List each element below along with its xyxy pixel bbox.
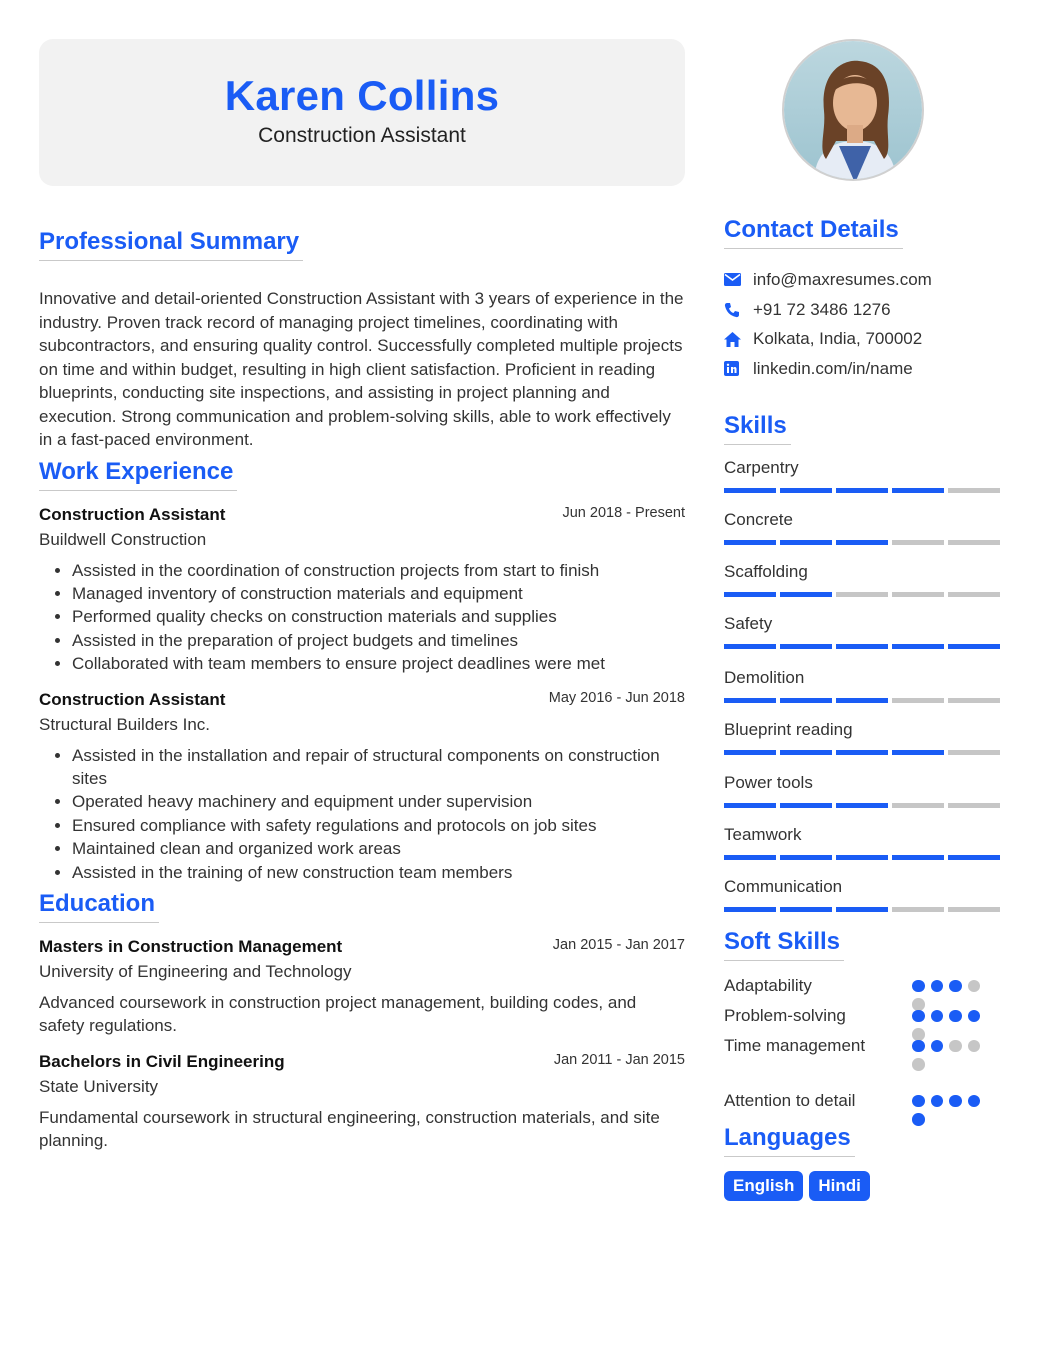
job-bullet: • Assisted in the installation and repair of structural components on construction sites [72, 744, 685, 791]
job-bullet: • Ensured compliance with safety regulations and protocols on job sites [72, 814, 685, 837]
skill-level-segment [892, 907, 944, 912]
contact-address-text: Kolkata, India, 700002 [753, 329, 923, 349]
skill-level-segment [780, 803, 832, 808]
skill-level-segment [948, 803, 1000, 808]
skills-list [724, 457, 1004, 912]
school-name: State University [39, 1076, 159, 1096]
skill-level-segment [724, 803, 776, 808]
rating-dot [912, 1113, 925, 1126]
skill-level-segment [724, 698, 776, 703]
skill-item [724, 561, 1004, 597]
skill-item [724, 509, 1004, 545]
skill-name: Demolition [724, 667, 805, 687]
contact-email-text[interactable]: info@maxresumes.com [753, 269, 932, 289]
skill-level-segment [948, 644, 1000, 649]
job-bullets [39, 559, 685, 676]
skill-level-segment [780, 907, 832, 912]
skill-level-segment [780, 592, 832, 597]
job-bullet: • Assisted in the preparation of project budgets and timelines [72, 629, 685, 652]
skill-item [724, 719, 1004, 755]
rating-dot [931, 980, 944, 993]
soft-skill-name: Problem-solving [724, 1005, 846, 1025]
skill-level-segment [892, 644, 944, 649]
contact-linkedin-text[interactable]: linkedin.com/in/name [753, 358, 913, 378]
sidebar-column [724, 39, 1004, 1201]
rating-dot [912, 980, 925, 993]
rating-dot [949, 1095, 962, 1108]
rating-dot [968, 1095, 981, 1108]
skill-name: Carpentry [724, 457, 799, 477]
contact-address [724, 324, 1004, 354]
skill-level-segment [780, 855, 832, 860]
job-bullets [39, 744, 685, 884]
job-bullet: • Operated heavy machinery and equipment under supervision [72, 790, 685, 813]
skill-level-bar [724, 907, 1004, 912]
skill-level-segment [780, 750, 832, 755]
skill-level-segment [948, 488, 1000, 493]
rating-dot [912, 1095, 925, 1108]
rating-dot [931, 1010, 944, 1023]
skill-item [724, 613, 1004, 649]
skill-level-segment [836, 488, 888, 493]
skill-level-segment [836, 644, 888, 649]
skill-level-segment [724, 592, 776, 597]
education-entry [39, 1052, 685, 1153]
job-date: Jun 2018 - Present [562, 504, 685, 521]
skill-name: Safety [724, 613, 773, 633]
skill-level-segment [724, 540, 776, 545]
soft-skill-rating [912, 1095, 987, 1126]
skill-name: Concrete [724, 509, 793, 529]
job-bullet: • Maintained clean and organized work areas [72, 837, 685, 860]
skill-item [724, 876, 1004, 912]
soft-skills-heading: Soft Skills [724, 928, 844, 961]
rating-dot [931, 1040, 944, 1053]
skill-level-segment [892, 592, 944, 597]
rating-dot [912, 1010, 925, 1023]
contact-list [724, 265, 1004, 384]
degree-title: Masters in Construction Management [39, 936, 343, 956]
job-title: Construction Assistant [39, 504, 226, 524]
soft-skill-item [724, 1005, 1004, 1035]
skill-level-segment [892, 698, 944, 703]
linkedin-icon [724, 361, 753, 376]
job-bullet: • Assisted in the training of new construction team members [72, 861, 685, 884]
job-bullet: • Performed quality checks on construction materials and supplies [72, 605, 685, 628]
skills-heading: Skills [724, 412, 791, 445]
home-icon [724, 332, 753, 347]
summary-text: Innovative and detail-oriented Construction Assistant with 3 years of experience in the industry. Proven track record of managing project timelines, coordinating with subcontractors, and ensuring quality control. Successfully completed multiple projects on time and within budget, resulting in high client satisfaction. Proficient in reading blueprints, conducting site inspections, and assisting in project planning and execution. Strong communication and problem-solving skills, able to work effectively in a fast-paced environment. [39, 289, 684, 449]
education-description: Advanced coursework in construction project management, building codes, and safety regulations. [39, 992, 637, 1036]
skill-level-segment [892, 855, 944, 860]
skill-level-bar [724, 803, 1004, 808]
skill-name: Blueprint reading [724, 719, 853, 739]
soft-skill-item [724, 1090, 1004, 1120]
skill-name: Scaffolding [724, 561, 808, 581]
skill-level-segment [948, 750, 1000, 755]
skill-level-segment [892, 750, 944, 755]
soft-skill-name: Adaptability [724, 975, 812, 995]
skill-level-segment [948, 698, 1000, 703]
skill-name: Power tools [724, 772, 813, 792]
language-tag: English [724, 1171, 803, 1201]
skill-level-segment [836, 855, 888, 860]
skill-level-segment [836, 750, 888, 755]
skill-level-segment [948, 540, 1000, 545]
main-column [39, 39, 685, 1153]
avatar-illustration [784, 41, 924, 181]
skill-level-segment [836, 803, 888, 808]
skill-level-segment [948, 907, 1000, 912]
soft-skill-rating [912, 1040, 987, 1071]
education-entry [39, 937, 685, 1038]
school-name: University of Engineering and Technology [39, 961, 352, 981]
skill-level-bar [724, 855, 1004, 860]
education-date: Jan 2011 - Jan 2015 [553, 1051, 685, 1068]
summary-heading: Professional Summary [39, 228, 303, 261]
rating-dot [968, 1040, 981, 1053]
envelope-icon [724, 273, 753, 286]
job-entry [39, 505, 685, 676]
soft-skill-item [724, 975, 1004, 1005]
languages-heading: Languages [724, 1124, 855, 1157]
skill-level-bar [724, 750, 1004, 755]
languages-list [724, 1171, 1004, 1201]
skill-level-segment [892, 803, 944, 808]
education-heading: Education [39, 890, 159, 923]
skill-level-segment [780, 644, 832, 649]
contact-email [724, 265, 1004, 295]
profile-photo [782, 39, 924, 181]
skill-level-segment [780, 540, 832, 545]
skill-level-segment [724, 644, 776, 649]
job-bullet: • Assisted in the coordination of construction projects from start to finish [72, 559, 685, 582]
job-entry [39, 690, 685, 884]
skill-level-bar [724, 592, 1004, 597]
skill-level-segment [836, 540, 888, 545]
rating-dot [931, 1095, 944, 1108]
rating-dot [949, 1010, 962, 1023]
language-tag: Hindi [809, 1171, 870, 1201]
skill-name: Communication [724, 876, 843, 896]
soft-skill-name: Attention to detail [724, 1090, 856, 1110]
skill-level-segment [780, 488, 832, 493]
skill-level-segment [892, 540, 944, 545]
rating-dot [968, 980, 981, 993]
skill-level-segment [948, 592, 1000, 597]
skill-level-segment [724, 855, 776, 860]
education-date: Jan 2015 - Jan 2017 [552, 936, 685, 953]
job-bullet: • Collaborated with team members to ensure project deadlines were met [72, 652, 685, 675]
skill-level-segment [724, 488, 776, 493]
skill-item [724, 772, 1004, 808]
skill-level-segment [948, 855, 1000, 860]
rating-dot [949, 980, 962, 993]
soft-skill-name: Time management [724, 1035, 866, 1055]
skill-level-segment [836, 592, 888, 597]
soft-skills-list [724, 975, 1004, 1120]
candidate-role: Construction Assistant [258, 124, 466, 147]
skill-level-bar [724, 488, 1004, 493]
skill-level-segment [892, 488, 944, 493]
contact-phone-text[interactable]: +91 72 3486 1276 [753, 299, 891, 319]
rating-dot [968, 1010, 981, 1023]
skill-level-segment [724, 750, 776, 755]
job-title: Construction Assistant [39, 689, 226, 709]
skill-item [724, 824, 1004, 860]
rating-dot [912, 1058, 925, 1071]
education-description: Fundamental coursework in structural engineering, construction materials, and site planning. [39, 1107, 660, 1151]
skill-level-bar [724, 698, 1004, 703]
degree-title: Bachelors in Civil Engineering [39, 1051, 285, 1071]
work-heading: Work Experience [39, 458, 237, 491]
skill-name: Teamwork [724, 824, 802, 844]
skill-level-segment [836, 698, 888, 703]
contact-phone [724, 295, 1004, 325]
skill-level-bar [724, 540, 1004, 545]
job-bullet: • Managed inventory of construction materials and equipment [72, 582, 685, 605]
soft-skill-item [724, 1035, 1004, 1090]
rating-dot [912, 1040, 925, 1053]
skill-level-segment [724, 907, 776, 912]
contact-heading: Contact Details [724, 216, 903, 249]
contact-linkedin [724, 354, 1004, 384]
rating-dot [949, 1040, 962, 1053]
skill-item [724, 667, 1004, 703]
job-company: Structural Builders Inc. [39, 714, 211, 734]
header-box [39, 39, 685, 186]
job-company: Buildwell Construction [39, 529, 207, 549]
candidate-name: Karen Collins [224, 72, 500, 119]
job-date: May 2016 - Jun 2018 [548, 689, 685, 706]
skill-level-segment [836, 907, 888, 912]
skill-level-segment [780, 698, 832, 703]
skill-level-bar [724, 644, 1004, 649]
skill-item [724, 457, 1004, 493]
phone-icon [724, 302, 753, 318]
